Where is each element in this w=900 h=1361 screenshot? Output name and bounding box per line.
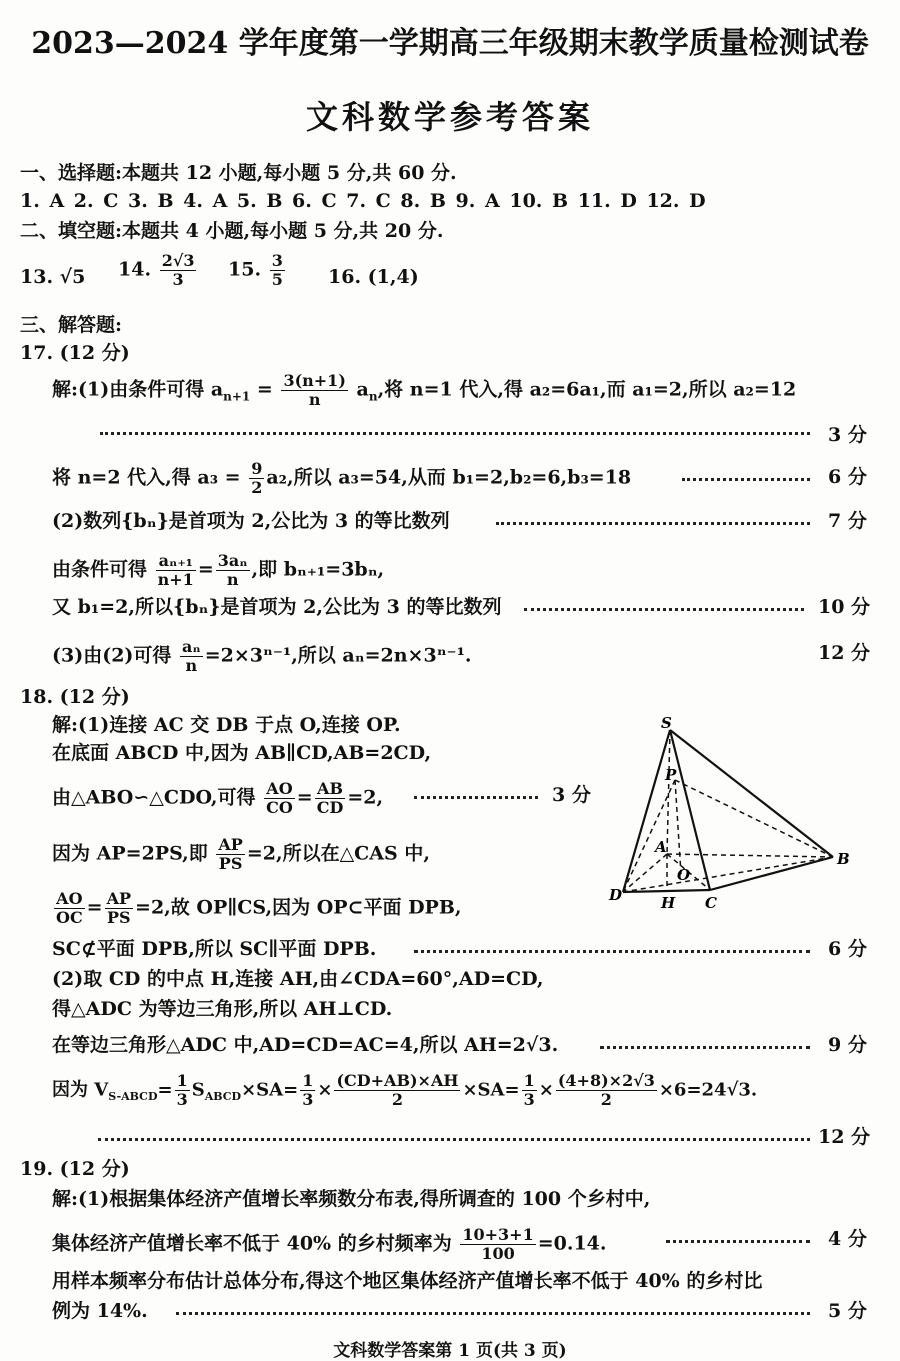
dot-leader <box>682 478 810 481</box>
q17-l4-frac1 <box>156 552 196 589</box>
q18-l5-d1: OC <box>56 908 83 927</box>
fig-label-o: O <box>677 866 691 884</box>
dot-leader <box>666 1240 810 1243</box>
q17-l4-num2: 3aₙ <box>217 551 248 570</box>
q17-l2b: a₂,所以 a₃=54,从而 b₁=2,b₂=6,b₃=18 <box>266 466 632 489</box>
q18-l4b: =2,所以在△CAS 中, <box>246 842 430 865</box>
q19-l2-n: 10+3+1 <box>462 1225 534 1244</box>
q17-l1a: 解:(1)由条件可得 a <box>52 378 224 401</box>
q18-l3-d1: CO <box>266 798 293 817</box>
q18-l4-n: AP <box>218 835 243 854</box>
q19-line3: 用样本频率分布估计总体分布,得这个地区集体经济产值增长率不低于 40% 的乡村比 <box>52 1270 763 1292</box>
q17-line6 <box>52 638 472 675</box>
q19-line1: 解:(1)根据集体经济产值增长率频数分布表,得所调查的 100 个乡村中, <box>52 1188 651 1210</box>
q17-line4: 由条件可得 $\frac{\text{aₙ₊₁}}{n+1}$ = $\frac{\text{3aₙ}}{n}$ ,即 bₙ₊₁=3bₙ, <box>52 551 385 589</box>
q15-den: 5 <box>271 270 283 289</box>
q18-l10-frac2 <box>300 1072 315 1109</box>
q17-l2-num: 9 <box>251 459 263 478</box>
fill-answer-14 <box>118 252 198 289</box>
q17-l1c: ,将 n=1 代入,得 a₂=6a₁,而 a₁=2,所以 a₂=12 <box>377 378 797 401</box>
q18-l10-gd: 2 <box>600 1090 612 1109</box>
q15-label: 15. <box>228 258 262 281</box>
q17-l2-frac <box>249 460 264 497</box>
q17-l6a: (3)由(2)可得 <box>52 644 172 667</box>
q18-l4-d: PS <box>218 854 243 873</box>
q19-line2 <box>52 1226 607 1263</box>
q18-l10-frac1 <box>175 1072 190 1109</box>
q17-l1b: a <box>356 378 369 401</box>
q18-l10-fn: (CD+AB)×AH <box>336 1071 459 1090</box>
q17-heading: 17. (12 分) <box>20 342 130 364</box>
dot-leader <box>600 1046 810 1049</box>
page-footer: 文科数学答案第 1 页(共 3 页) <box>333 1341 567 1361</box>
q18-l5-frac2 <box>105 890 133 927</box>
q18-l3-n2: AB <box>315 780 346 799</box>
q17-line5: 又 b₁=2,所以{bₙ}是首项为 2,公比为 3 的等比数列 <box>52 596 502 618</box>
q18-line1: 解:(1)连接 AC 交 DB 于点 O,连接 OP. <box>52 714 401 736</box>
q18-l10-frac4 <box>522 1072 537 1109</box>
q17-l4-den2: n <box>226 570 239 589</box>
q17-score6: 12 分 <box>818 642 871 664</box>
q18-l3-n1: AO <box>264 780 295 799</box>
q17-l2a: 将 n=2 代入,得 a₃ = <box>52 466 241 489</box>
fill-answer-16: 16. (1,4) <box>328 266 419 288</box>
q18-l10-one2: 1 <box>302 1071 314 1090</box>
dot-leader <box>98 1138 810 1141</box>
q18-l10e: ×SA= <box>462 1079 520 1101</box>
dot-leader <box>176 1312 810 1315</box>
q18-l10f: ×6=24√3. <box>658 1079 758 1101</box>
q18-l10c: S <box>191 1079 205 1101</box>
dot-leader <box>414 950 810 953</box>
q17-l6-den: n <box>185 656 198 675</box>
dot-leader <box>496 522 810 525</box>
q19-line4: 例为 14%. <box>52 1300 148 1322</box>
q17-l6b: =2×3ⁿ⁻¹,所以 aₙ=2n×3ⁿ⁻¹. <box>204 644 472 667</box>
q18-l10-sub: S-ABCD <box>108 1090 158 1104</box>
q17-l1-den: n <box>308 390 321 409</box>
q18-l3-frac2 <box>315 780 346 817</box>
q18-score9: 9 分 <box>828 1034 867 1056</box>
q14-den: 3 <box>172 270 184 289</box>
q17-l6-frac <box>180 638 203 675</box>
q19-l2a: 集体经济产值增长率不低于 40% 的乡村频率为 <box>52 1232 452 1255</box>
q18-score3: 3 分 <box>552 784 591 806</box>
q18-l10-frac5 <box>556 1072 657 1109</box>
dot-leader <box>100 432 810 435</box>
q14-fraction <box>160 252 197 289</box>
fig-label-b: B <box>837 850 850 868</box>
q17-l4a: 由条件可得 <box>52 558 148 581</box>
q17-l1-num: 3(n+1) <box>283 371 346 390</box>
q18-l4a: 因为 AP=2PS,即 <box>52 842 208 865</box>
q18-l10a: 因为 V <box>52 1079 109 1101</box>
fill-answer-15 <box>228 252 287 289</box>
q18-l10-gn: (4+8)×2√3 <box>557 1071 655 1090</box>
q17-l4-frac2 <box>216 552 250 589</box>
q17-line3: (2)数列{bₙ}是首项为 2,公比为 3 的等比数列 <box>52 510 450 532</box>
q18-l10-times2: × <box>538 1079 554 1101</box>
q19-l2-d: 100 <box>481 1244 515 1263</box>
q18-line6: SC⊄平面 DPB,所以 SC∥平面 DPB. <box>52 938 377 960</box>
fig-label-a: A <box>655 838 667 856</box>
pyramid-figure <box>605 712 870 917</box>
q18-l10-fd: 2 <box>391 1090 404 1109</box>
q18-l10-frac3 <box>334 1072 460 1109</box>
q18-l3-frac1 <box>264 780 295 817</box>
q18-l10-one: 1 <box>176 1071 188 1090</box>
q17-l4-num1: aₙ₊₁ <box>156 552 196 571</box>
q18-line5: $\frac{AO}{OC}$ = $\frac{AP}{PS}$ =2,故 OP∥CS,因为 OP⊂平面 DPB, <box>56 889 462 927</box>
q18-line3: 由△ABO∽△CDO,可得 $\frac{AO}{CO}$ = $\frac{AB}{CD}$ =2, <box>52 779 384 817</box>
fig-label-c: C <box>705 894 717 912</box>
q18-line8: 得△ADC 为等边三角形,所以 AH⊥CD. <box>52 998 393 1020</box>
q17-l1-frac <box>281 372 347 409</box>
dot-leader <box>414 796 538 799</box>
q19-heading: 19. (12 分) <box>20 1158 130 1180</box>
q17-line2 <box>52 460 631 497</box>
q18-line10 <box>52 1072 757 1110</box>
q18-heading: 18. (12 分) <box>20 686 130 708</box>
q18-line2: 在底面 ABCD 中,因为 AB∥CD,AB=2CD, <box>52 742 432 764</box>
section3-heading: 三、解答题: <box>20 314 123 336</box>
section1-heading: 一、选择题:本题共 12 小题,每小题 5 分,共 60 分. <box>20 162 457 184</box>
fig-label-d: D <box>609 886 623 904</box>
q15-fraction <box>270 252 285 289</box>
q17-score3: 7 分 <box>828 510 867 532</box>
q18-l10-sub2: ABCD <box>204 1090 242 1104</box>
q19-l2-frac <box>460 1226 535 1263</box>
q18-l3b: =2, <box>347 786 384 809</box>
fig-label-s: S <box>661 714 672 732</box>
fig-label-h: H <box>661 894 676 912</box>
q18-score6: 6 分 <box>828 938 867 960</box>
dot-leader <box>524 608 804 611</box>
q18-l3a: 由△ABO∽△CDO,可得 <box>52 786 256 809</box>
q18-l5-n2: AP <box>106 889 132 908</box>
section2-heading: 二、填空题:本题共 4 小题,每小题 5 分,共 20 分. <box>20 220 444 242</box>
q17-line1: 解:(1)由条件可得 $a_{n+1}$ = $\frac{3(n+1)}{n}$ $a_n$,将 n=1 代入,得 a₂=6a₁,而 a₁=2,所以 a₂=12 <box>52 371 797 409</box>
fill-answer-13: 13. √5 <box>20 266 86 288</box>
q18-l5-d2: PS <box>107 908 131 927</box>
q14-num: 2√3 <box>161 251 195 270</box>
q19-score4: 5 分 <box>828 1300 867 1322</box>
q18-score10: 12 分 <box>818 1126 871 1148</box>
q17-score5: 10 分 <box>818 596 871 618</box>
q17-l4b: ,即 bₙ₊₁=3bₙ, <box>251 558 385 581</box>
q18-l10b: = <box>157 1079 173 1101</box>
q18-line4 <box>52 836 430 873</box>
q18-l10-one3: 1 <box>523 1071 535 1090</box>
q17-l2-den: 2 <box>251 478 263 497</box>
q18-l5-n1: AO <box>54 890 85 909</box>
q17-score2: 6 分 <box>828 466 867 488</box>
q18-l10-three2: 3 <box>302 1090 314 1109</box>
q17-l4-den1: n+1 <box>157 570 194 589</box>
q17-score1: 3 分 <box>828 424 867 446</box>
page-title: 2023—2024 学年度第一学期高三年级期末教学质量检测试卷 <box>31 26 869 61</box>
q18-l10-times: × <box>317 1079 333 1101</box>
q18-line7: (2)取 CD 的中点 H,连接 AH,由∠CDA=60°,AD=CD, <box>52 968 544 990</box>
q15-num: 3 <box>271 251 283 270</box>
q18-l10d: ×SA= <box>241 1079 299 1101</box>
q18-l4-frac <box>216 836 244 873</box>
page-subtitle: 文科数学参考答案 <box>305 98 594 136</box>
q18-l10-three3: 3 <box>523 1090 535 1109</box>
q18-l3-d2: CD <box>316 798 344 817</box>
q18-line9: 在等边三角形△ADC 中,AD=CD=AC=4,所以 AH=2√3. <box>52 1034 559 1056</box>
q18-l5b: =2,故 OP∥CS,因为 OP⊂平面 DPB, <box>135 896 462 919</box>
q19-l2b: =0.14. <box>537 1232 607 1255</box>
choice-answers: 1. A 2. C 3. B 4. A 5. B 6. C 7. C 8. B 9. A 10. B 11. D 12. D <box>20 190 706 212</box>
q18-l5-frac1 <box>54 890 85 927</box>
fig-label-p: P <box>665 766 677 784</box>
q14-label: 14. <box>118 258 152 281</box>
q18-l10-three: 3 <box>176 1090 188 1109</box>
q17-l6-num: aₙ <box>182 637 201 656</box>
q19-score2: 4 分 <box>828 1228 867 1250</box>
